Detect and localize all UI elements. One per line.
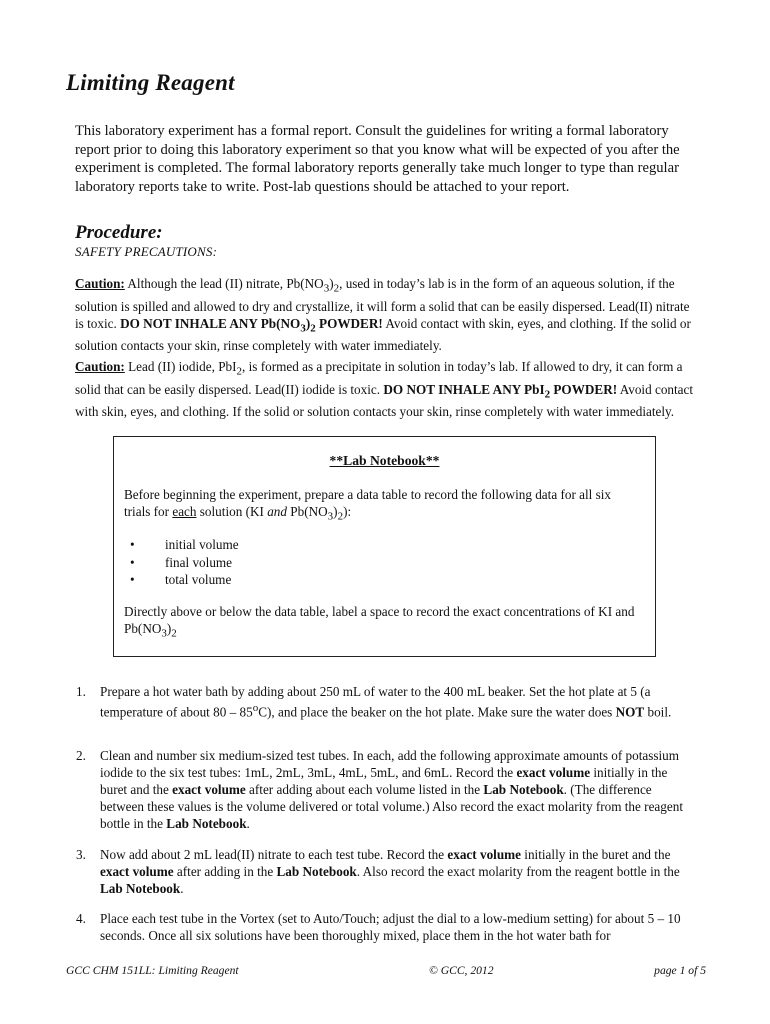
- bullet-icon: •: [130, 572, 135, 587]
- procedure-heading: Procedure:: [75, 222, 163, 243]
- step-text: Place each test tube in the Vortex (set to Auto/Touch; adjust the dial to a low-medium setting) for about 5 – 10 seconds. Once all six solutions have been thoroughly mixed, place them in the hot water bath for: [100, 911, 681, 943]
- warning-text: DO NOT INHALE ANY PbI$_2$ POWDER!: [383, 381, 618, 401]
- list-item: • initial volume: [130, 537, 239, 552]
- procedure-step-3: [72, 846, 687, 897]
- lab-notebook-title: **Lab Notebook**: [329, 453, 440, 468]
- procedure-step-1: [72, 683, 687, 720]
- caution-paragraph-lead-nitrate: Caution: Although the lead (II) nitrate, $Pb(NO_3)_2$, used in today’s lab is in the form of an aqueous solution, if the solution is spilled and allowed to dry and crystallize, it will form a solid that can be easily dispersed. Lead(II) nitrate is toxic. DO NOT INHALE ANY $Pb(NO_3)_2$ POWDER! Avoid contact with skin, eyes, and clothing. If the solid or solution contacts your skin, rinse completely with water immediately.: [75, 276, 691, 354]
- step-text: Now add about 2 mL lead(II) nitrate to each test tube. Record the exact volume initially in the buret and the exact volume after adding in the Lab Notebook. Also record the exact molarity from the reagent bottle in the Lab Notebook.: [100, 847, 680, 896]
- step-number: 2.: [76, 748, 86, 763]
- lab-notebook-box: [113, 436, 656, 657]
- step-number: 3.: [76, 847, 86, 862]
- procedure-step-4: [72, 910, 687, 944]
- caution-paragraph-lead-iodide: Caution: Lead (II) iodide, PbI$_2$, is formed as a precipitate in solution in today’s lab. If allowed to dry, it can form a solid that can be easily dispersed. Lead(II) iodide is toxic. DO NOT INHALE ANY PbI$_2$ POWDER! Avoid contact with skin, eyes, and clothing. If the solid or solution contacts your skin, rinse completely with water immediately.: [75, 359, 694, 420]
- step-number: 4.: [76, 911, 86, 926]
- procedure-step-2: [72, 747, 687, 832]
- lab-notebook-instructions: Before beginning the experiment, prepare a data table to record the following data for all six trials for each solution (KI and $Pb(NO_3)_2$):: [124, 487, 612, 523]
- list-item: • total volume: [130, 572, 232, 587]
- caution-label: Caution:: [75, 359, 125, 374]
- intro-paragraph: This laboratory experiment has a formal report. Consult the guidelines for writing a formal laboratory report prior to doing this laboratory experiment so that you know what will be expected of you after the experiment is completed. The formal laboratory reports generally take much longer to type than regular laboratory reports take to write. Post-lab questions should be attached to your report.: [75, 123, 680, 195]
- warning-text: DO NOT INHALE ANY $Pb(NO_3)_2$ POWDER!: [120, 315, 383, 335]
- data-items-list: [124, 536, 239, 589]
- bullet-icon: •: [130, 554, 135, 570]
- step-text: Clean and number six medium-sized test tubes. In each, add the following approximate amounts of potassium iodide to the six test tubes: 1mL, 2mL, 3mL, 4mL, 5mL, and 6mL. Record the exact volume initially in the buret and the exact volume after adding about each volume listed in the Lab Notebook. (The difference between these values is the volume delivered or total volume.) Also record the exact molarity from the reagent bottle in the Lab Notebook.: [100, 748, 683, 831]
- safety-heading: SAFETY PRECAUTIONS:: [75, 244, 218, 259]
- footer-course: GCC CHM 151LL: Limiting Reagent: [66, 964, 239, 977]
- caution-label: Caution:: [75, 276, 125, 291]
- step-text: Prepare a hot water bath by adding about 250 mL of water to the 400 mL beaker. Set the hot plate at 5 (a temperature of about 80 – 85$^o$C), and place the beaker on the hot plate. Make sure the water does NOT boil.: [100, 684, 672, 720]
- page-title: Limiting Reagent: [66, 70, 235, 95]
- page-footer: [66, 964, 706, 980]
- list-item: • final volume: [130, 554, 233, 570]
- footer-copyright: © GCC, 2012: [429, 964, 494, 977]
- lab-notebook-note: Directly above or below the data table, label a space to record the exact concentrations of KI and $Pb(NO_3)_2$: [124, 604, 635, 640]
- bullet-icon: •: [130, 537, 135, 552]
- footer-page-number: page 1 of 5: [654, 964, 706, 977]
- step-number: 1.: [76, 684, 86, 699]
